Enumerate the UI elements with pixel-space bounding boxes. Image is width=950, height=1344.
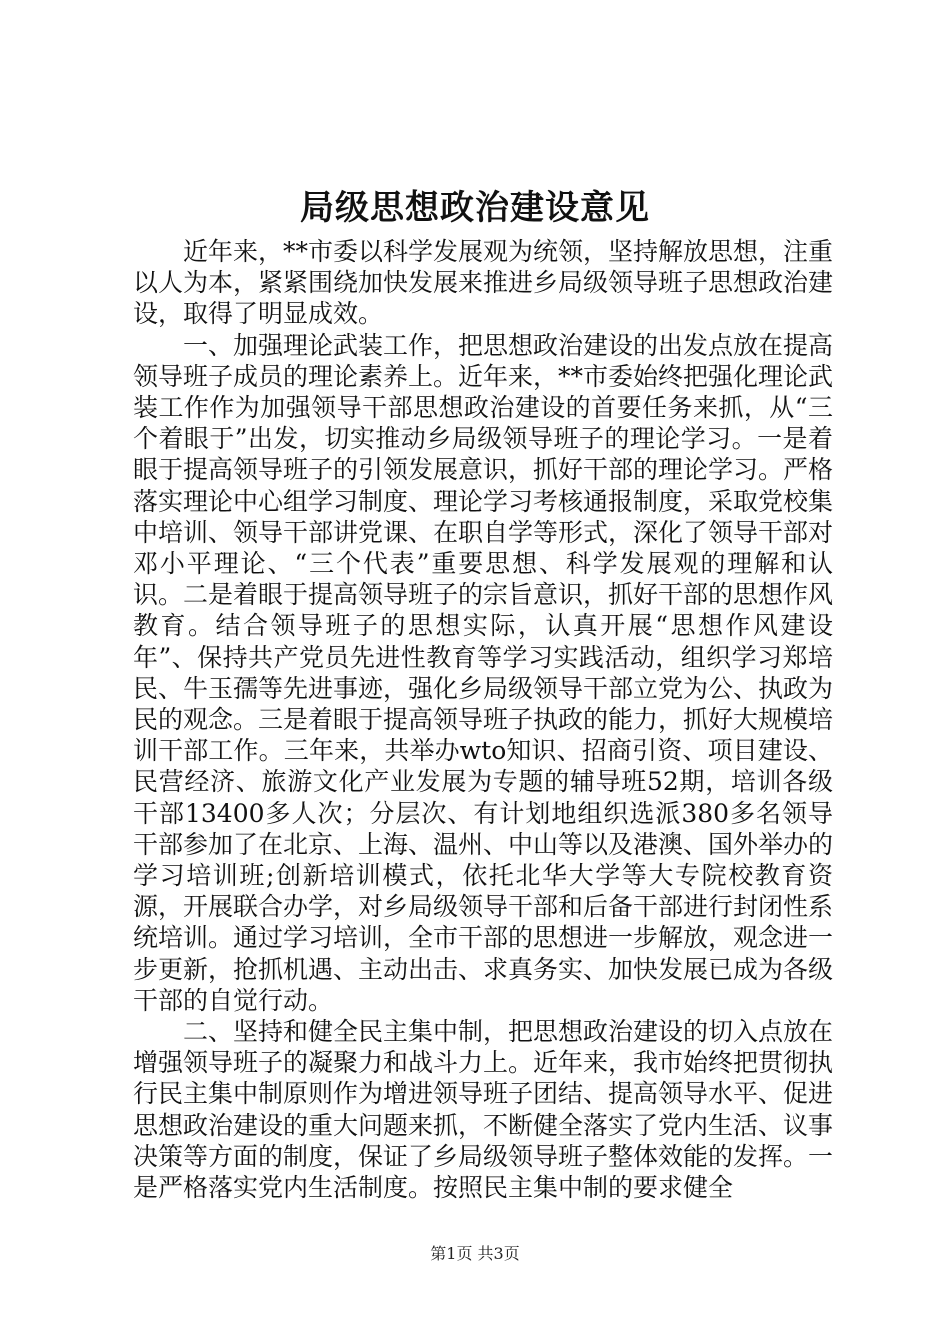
document-title: 局级思想政治建设意见 [300,188,650,228]
paragraph-section-2: 二、坚持和健全民主集中制，把思想政治建设的切入点放在增强领导班子的凝聚力和战斗力上。近年来，我市始终把贯彻执行民主集中制原则作为增进领导班子团结、提高领导水平、促进思想政治建设的重大问题来抓，不断健全落实了党内生活、议事决策等方面的制度，保证了乡局级领导班子整体效能的发挥。一是严格落实党内生活制度。按照民主集中制的要求健全 [133,1017,834,1203]
page-footer: 第1页 共3页 [430,1244,520,1263]
paragraph-intro: 近年来，**市委以科学发展观为统领，坚持解放思想，注重以人为本，紧紧围绕加快发展来推进乡局级领导班子思想政治建设，取得了明显成效。 [133,237,834,329]
paragraph-section-1: 一、加强理论武装工作，把思想政治建设的出发点放在提高领导班子成员的理论素养上。近年来，**市委始终把强化理论武装工作作为加强领导干部思想政治建设的首要任务来抓，从“三个着眼于”出发，切实推动乡局级领导班子的理论学习。一是着眼于提高领导班子的引领发展意识，抓好干部的理论学习。严格落实理论中心组学习制度、理论学习考核通报制度，采取党校集中培训、领导干部讲党课、在职自学等形式，深化了领导干部对邓小平理论、“三个代表”重要思想、科学发展观的理解和认识。二是着眼于提高领导班子的宗旨意识，抓好干部的思想作风教育。结合领导班子的思想实际，认真开展“思想作风建设年”、保持共产党员先进性教育等学习实践活动，组织学习郑培民、牛玉孺等先进事迹，强化乡局级领导干部立党为公、执政为民的观念。三是着眼于提高领导班子执政的能力，抓好大规模培训干部工作。三年来，共举办wto知识、招商引资、项目建设、民营经济、旅游文化产业发展为专题的辅导班52期，培训各级干部13400多人次；分层次、有计划地组织选派380多名领导干部参加了在北京、上海、温州、中山等以及港澳、国外举办的学习培训班;创新培训模式，依托北华大学等大专院校教育资源，开展联合办学，对乡局级领导干部和后备干部进行封闭性系统培训。通过学习培训，全市干部的思想进一步解放，观念进一步更新，抢抓机遇、主动出击、求真务实、加快发展已成为各级干部的自觉行动。 [133,330,834,1015]
document-body [133,236,833,1203]
